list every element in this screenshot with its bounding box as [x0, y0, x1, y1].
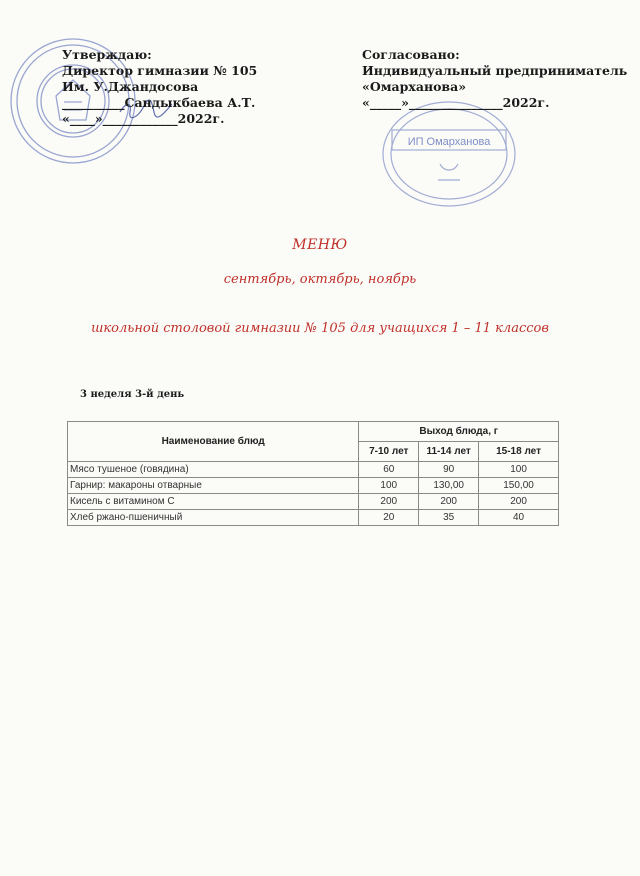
dish-name: Гарнир: макароны отварные: [68, 478, 359, 494]
portion-11-14: 200: [419, 494, 479, 510]
portion-7-10: 20: [359, 510, 419, 526]
approval-heading: Утверждаю:: [62, 47, 152, 62]
approval-signature-line: __________Сандыкбаева А.Т.: [62, 95, 256, 110]
agreement-date-line: «_____»_______________2022г.: [362, 95, 550, 110]
agreement-block: [362, 47, 627, 111]
week-day-label: 3 неделя 3-й день: [80, 389, 185, 400]
portion-15-18: 150,00: [479, 478, 559, 494]
portion-15-18: 200: [479, 494, 559, 510]
table-row: [68, 510, 559, 526]
menu-subtitle: школьной столовой гимназии № 105 для учащихся 1 – 11 классов: [91, 321, 549, 336]
dish-name-header: Наименование блюд: [68, 422, 359, 462]
approval-position: Директор гимназии № 105: [62, 63, 258, 78]
stamp-text: ИП Омарханова: [407, 136, 491, 148]
portion-11-14: 130,00: [419, 478, 479, 494]
table-row: [68, 494, 559, 510]
age-header-11-14: 11-14 лет: [419, 442, 479, 462]
menu-title: МЕНЮ: [292, 237, 348, 253]
agreement-position: Индивидуальный предприниматель: [362, 63, 628, 78]
portion-7-10: 100: [359, 478, 419, 494]
approval-school-name: Им. У.Джандосова: [62, 79, 199, 94]
table-row: [68, 462, 559, 478]
approval-block: [62, 47, 257, 127]
age-header-7-10: 7-10 лет: [359, 442, 419, 462]
portion-11-14: 35: [419, 510, 479, 526]
menu-months: сентябрь, октябрь, ноябрь: [223, 272, 417, 287]
portion-7-10: 60: [359, 462, 419, 478]
approval-date-line: «____»____________2022г.: [62, 111, 225, 126]
age-header-15-18: 15-18 лет: [479, 442, 559, 462]
dish-name: Мясо тушеное (говядина): [68, 462, 359, 478]
menu-table: [67, 421, 559, 526]
portion-15-18: 100: [479, 462, 559, 478]
agreement-heading: Согласовано:: [362, 47, 460, 62]
output-header: Выход блюда, г: [359, 422, 559, 442]
table-row: [68, 478, 559, 494]
dish-name: Хлеб ржано-пшеничный: [68, 510, 359, 526]
portion-15-18: 40: [479, 510, 559, 526]
dish-name: Кисель с витамином С: [68, 494, 359, 510]
agreement-organization: «Омарханова»: [362, 79, 467, 94]
portion-7-10: 200: [359, 494, 419, 510]
portion-11-14: 90: [419, 462, 479, 478]
